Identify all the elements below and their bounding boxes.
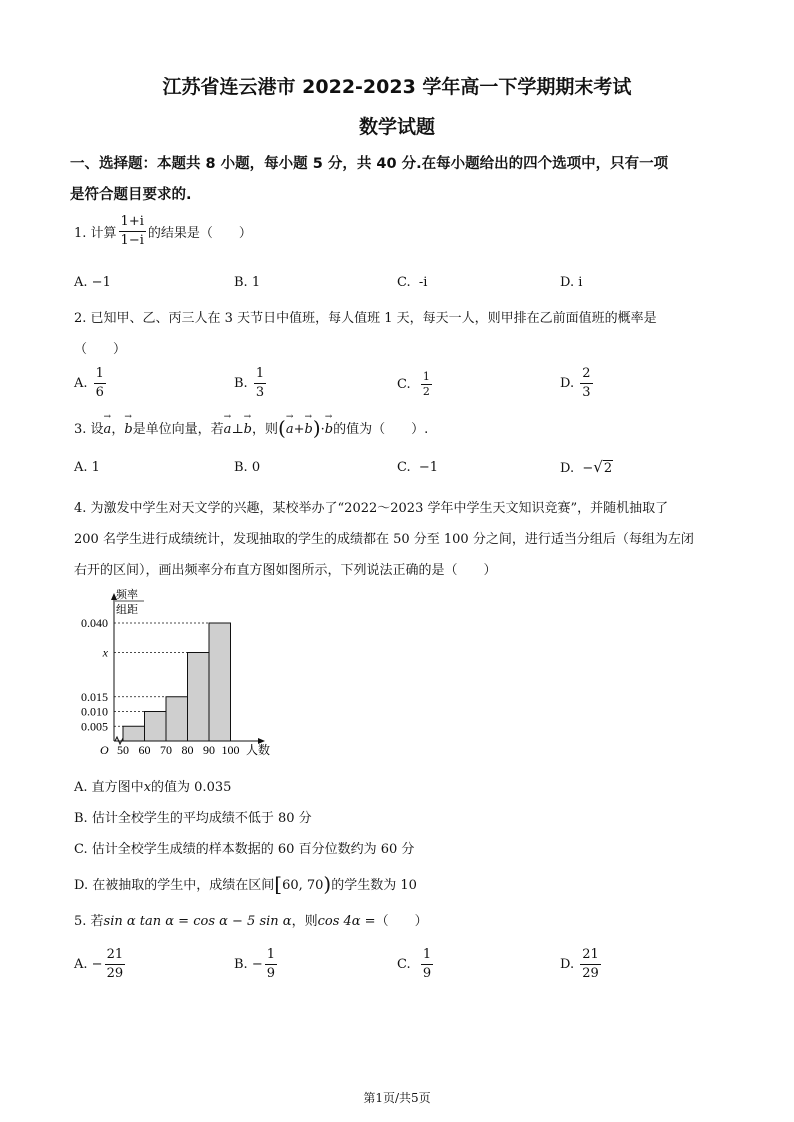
- option-text: i: [578, 275, 583, 290]
- q5-option-c[interactable]: [397, 947, 435, 982]
- vector-a: → a: [224, 422, 232, 437]
- option-letter: C.: [397, 275, 411, 290]
- q3-option-d[interactable]: [560, 458, 613, 476]
- option-letter: C.: [397, 957, 411, 972]
- q1-option-b[interactable]: [234, 275, 260, 290]
- option-fraction: [580, 947, 601, 982]
- denominator: 29: [106, 966, 124, 981]
- page-number: 第1页/共5页: [363, 1091, 431, 1105]
- q1-option-c[interactable]: [397, 275, 427, 290]
- denominator: 9: [266, 966, 276, 981]
- q1-prefix: 1. 计算: [74, 226, 117, 241]
- option-text: −1: [91, 275, 111, 290]
- vector-b: → b: [124, 422, 132, 437]
- histogram-bar: [123, 726, 145, 741]
- q4-option-c[interactable]: [74, 838, 414, 857]
- y-label-denominator: 组距: [116, 604, 138, 616]
- radicand: 2: [603, 461, 613, 476]
- option-fraction: [105, 947, 126, 982]
- x-tick-label: 70: [160, 743, 172, 757]
- q3-option-a[interactable]: [74, 460, 100, 475]
- q3-option-b[interactable]: [234, 460, 260, 475]
- option-text: -i: [418, 275, 428, 290]
- q5-option-b[interactable]: [234, 947, 279, 982]
- q5-option-d[interactable]: [560, 947, 603, 982]
- q5-option-a[interactable]: [74, 947, 127, 982]
- q1-option-d[interactable]: [560, 275, 582, 290]
- q1-option-a[interactable]: [74, 275, 111, 290]
- option-fraction: [254, 366, 266, 401]
- origin-label: O: [100, 743, 109, 757]
- q5-suffix: （ ）: [375, 914, 428, 929]
- numerator: 2: [580, 366, 592, 384]
- histogram-bar: [145, 712, 167, 742]
- option-text: −1: [418, 460, 439, 475]
- left-bracket: [: [274, 872, 283, 896]
- option-letter: B.: [74, 811, 88, 826]
- question-3: 3. 设→ a，→ b是单位向量，若→ a⊥→ b，则(→ a+→ b)·→ b的值为（ ）.: [74, 416, 428, 440]
- sqrt-sign: √: [593, 458, 603, 476]
- page-title: 江苏省连云港市 2022-2023 学年高一下学期期末考试: [162, 76, 632, 98]
- q3-mid2: ，则: [252, 422, 279, 437]
- x-tick-label: 50: [117, 743, 129, 757]
- right-paren: ): [312, 416, 321, 440]
- q2-option-c[interactable]: [397, 371, 434, 398]
- q5-mid: ，则: [291, 914, 318, 929]
- y-tick-label: 0.015: [81, 689, 108, 704]
- denominator: 2: [422, 385, 430, 398]
- q1-denominator: 1−i: [120, 233, 144, 248]
- x-tick-label: 60: [138, 743, 151, 757]
- option-letter: D.: [560, 275, 575, 290]
- numerator: 21: [580, 947, 601, 965]
- option-fraction: [421, 371, 432, 398]
- q4-option-d[interactable]: [74, 872, 417, 896]
- option-letter: B.: [234, 275, 248, 290]
- option-text: 0: [251, 460, 261, 475]
- numerator: 1: [254, 366, 266, 384]
- question-4-line2: 200 名学生进行成绩统计，发现抽取的学生的成绩都在 50 分至 100 分之间，进行适当分组后（每组为左闭: [74, 532, 694, 547]
- sign: −: [251, 957, 263, 972]
- option-text: 在被抽取的学生中，成绩在区间: [92, 878, 275, 893]
- option-letter: D.: [560, 957, 575, 972]
- numerator: 21: [105, 947, 126, 965]
- q3-suffix: 的值为（ ）.: [333, 422, 429, 437]
- q2-option-a[interactable]: [74, 366, 108, 401]
- right-paren: ): [323, 872, 332, 896]
- option-text: 直方图中: [91, 780, 144, 795]
- option-letter: D.: [560, 461, 575, 476]
- y-tick-label: 0.010: [81, 704, 108, 719]
- q3-prefix: 3. 设: [74, 422, 104, 437]
- q1-numerator: 1+i: [119, 214, 146, 232]
- option-fraction: [421, 947, 433, 982]
- left-paren: (: [278, 416, 286, 440]
- option-text: 的学生数为 10: [331, 878, 417, 893]
- sign: −: [91, 957, 103, 972]
- y-tick-label: 0.005: [81, 719, 108, 734]
- denominator: 29: [582, 966, 599, 981]
- numerator: 1: [421, 947, 433, 965]
- q2-option-d[interactable]: [560, 366, 595, 401]
- q1-suffix: 的结果是（ ）: [147, 226, 252, 241]
- option-letter: A.: [74, 460, 88, 475]
- vector-a: → a: [286, 422, 294, 437]
- q5-target: cos 4α =: [317, 914, 376, 929]
- y-tick-label: x: [102, 645, 108, 660]
- x-axis-label: 人数: [246, 743, 271, 757]
- vector-b: → b: [325, 422, 333, 437]
- denominator: 6: [95, 385, 104, 400]
- vector-b: → b: [244, 422, 252, 437]
- perp-symbol: ⊥: [231, 422, 244, 437]
- option-letter: C.: [397, 377, 411, 392]
- option-fraction: [580, 366, 592, 401]
- histogram-bar: [166, 697, 188, 741]
- question-2-line1: 2. 已知甲、乙、丙三人在 3 天节日中值班，每人值班 1 天，每天一人，则甲排在乙前面值班的概率是: [74, 311, 657, 326]
- option-text: 的值为 0.035: [151, 780, 232, 795]
- q5-equation: sin α tan α = cos α − 5 sin α: [103, 914, 292, 929]
- option-letter: B.: [234, 460, 248, 475]
- numerator: 1: [265, 947, 277, 965]
- numerator: 1: [422, 370, 430, 383]
- question-2-line2: （ ）: [74, 342, 127, 357]
- interval: 60, 70: [282, 878, 324, 893]
- question-5: [74, 910, 428, 929]
- q3-option-c[interactable]: [397, 460, 438, 475]
- option-letter: C.: [397, 460, 411, 475]
- histogram-bar: [209, 623, 231, 741]
- vector-a: → a: [104, 422, 112, 437]
- x-tick-label: 80: [181, 743, 194, 757]
- option-text: 1: [91, 460, 100, 475]
- option-letter: D.: [74, 878, 89, 893]
- denominator: 3: [255, 385, 265, 400]
- denominator: 3: [582, 385, 591, 400]
- option-text: 估计全校学生的平均成绩不低于 80 分: [91, 811, 312, 826]
- q3-mid1: 是单位向量，若: [132, 422, 224, 437]
- minus-sign: −: [582, 461, 594, 476]
- y-label-numerator: 频率: [116, 589, 138, 601]
- option-letter: D.: [560, 376, 575, 391]
- q5-prefix: 5. 若: [74, 914, 104, 929]
- option-letter: A.: [74, 780, 88, 795]
- q4-option-a[interactable]: [74, 776, 231, 795]
- dot-symbol: ·: [320, 422, 325, 437]
- question-4-line3: 右开的区间），画出频率分布直方图如图所示，下列说法正确的是（ ）: [74, 563, 497, 578]
- q2-option-b[interactable]: [234, 366, 268, 401]
- histogram-bar: [188, 653, 210, 742]
- variable-x: x: [143, 780, 152, 795]
- q1-fraction: [119, 214, 146, 249]
- y-tick-label: 0.040: [81, 616, 108, 630]
- plus-symbol: +: [293, 422, 305, 437]
- option-fraction: [265, 947, 277, 982]
- frequency-histogram: [66, 588, 286, 758]
- section-heading-line2: 是符合题目要求的.: [70, 187, 192, 203]
- numerator: 1: [94, 366, 106, 384]
- page-subtitle: 数学试题: [358, 116, 435, 138]
- x-tick-label: 90: [203, 743, 215, 757]
- x-tick-label: 100: [221, 743, 240, 757]
- option-text: 1: [251, 275, 261, 290]
- option-letter: B.: [234, 957, 248, 972]
- option-letter: A.: [74, 957, 88, 972]
- option-letter: B.: [234, 376, 248, 391]
- option-text: 估计全校学生成绩的样本数据的 60 百分位数约为 60 分: [91, 842, 415, 857]
- section-heading-line1: 一、选择题：本题共 8 小题，每小题 5 分，共 40 分.在每小题给出的四个选项中，只有一项: [70, 156, 669, 172]
- question-4-line1: 4. 为激发中学生对天文学的兴趣，某校举办了“2022～2023 学年中学生天文知识竞赛”，并随机抽取了: [74, 501, 669, 516]
- option-letter: A.: [74, 376, 88, 391]
- question-1: [74, 214, 252, 249]
- vector-b: → b: [305, 422, 313, 437]
- option-letter: A.: [74, 275, 88, 290]
- q4-option-b[interactable]: [74, 807, 312, 826]
- option-fraction: [94, 366, 106, 401]
- option-letter: C.: [74, 842, 88, 857]
- denominator: 9: [422, 966, 432, 981]
